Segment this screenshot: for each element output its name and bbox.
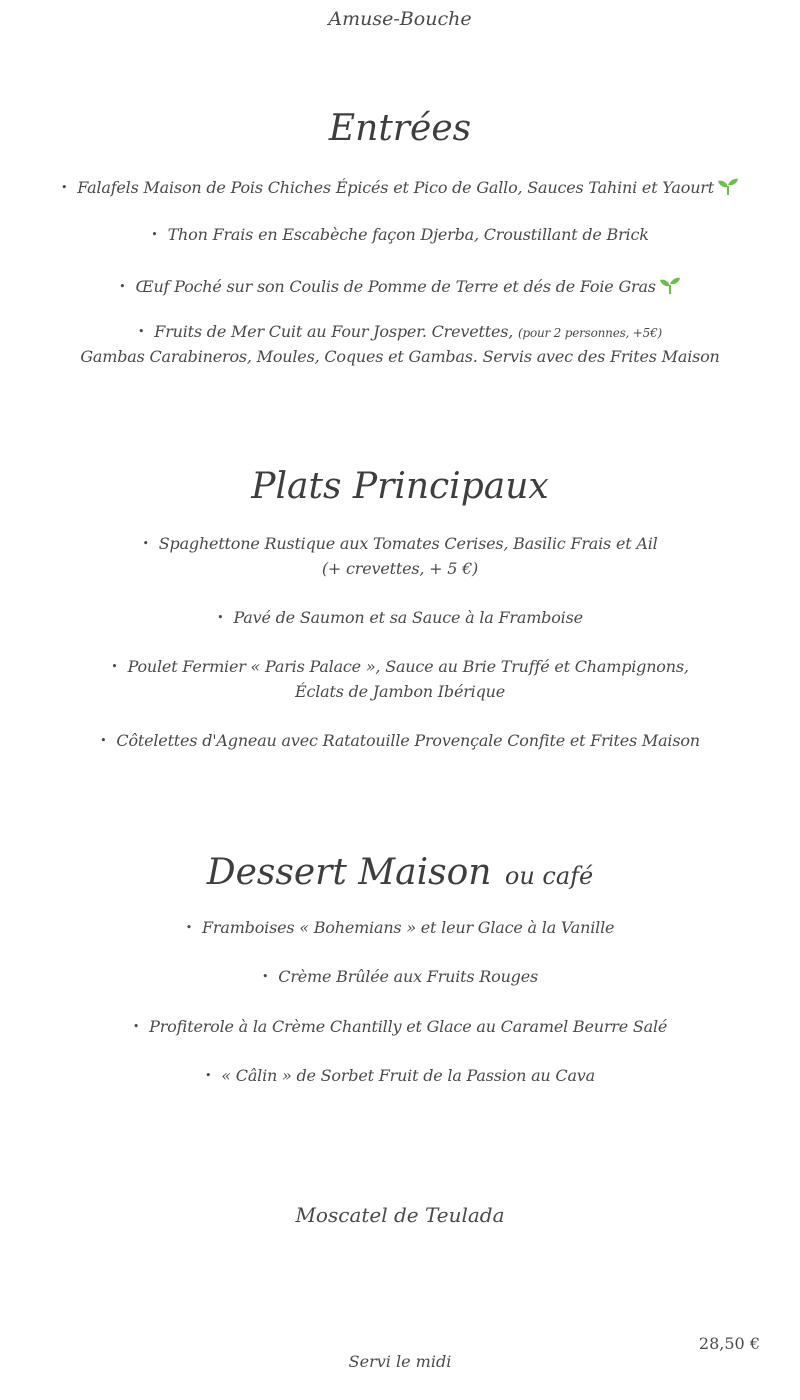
menu-item-note: (pour 2 personnes, +5€) [518,326,662,340]
menu-item-text: Fruits de Mer Cuit au Four Josper. Crevettes, [154,322,514,341]
menu-item-text: Pavé de Saumon et sa Sauce à la Framboise [233,608,583,627]
bullet: • [100,734,107,747]
menu-item [0,176,800,197]
bullet: • [217,611,224,624]
bullet: • [262,970,269,983]
menu-item-continuation: (+ crevettes, + 5 €) [321,559,479,578]
menu-item [0,534,800,553]
bullet: • [111,660,118,673]
bullet: • [205,1069,212,1082]
menu-item [0,322,800,341]
bullet: • [142,537,149,550]
menu-item-continuation: Gambas Carabineros, Moules, Coques et Gambas. Servis avec des Frites Maison [80,347,720,366]
menu-item [0,275,800,296]
menu-item-text: Profiterole à la Crème Chantilly et Glace au Caramel Beurre Salé [149,1017,668,1036]
menu-item [0,1066,800,1085]
menu-item [0,967,800,986]
bullet: • [151,228,158,241]
menu-item-text: Spaghettone Rustique aux Tomates Cerises, Basilic Frais et Ail [158,534,658,553]
menu-item [0,608,800,627]
menu-item-text: Crème Brûlée aux Fruits Rouges [278,967,538,986]
wine-pairing: Moscatel de Teulada [295,1203,505,1227]
dessert-title: Dessert Maison [206,852,492,893]
menu-item [0,225,800,244]
dessert-suffix: ou café [504,862,594,890]
bullet: • [138,325,145,338]
menu-item-text: Poulet Fermier « Paris Palace », Sauce au Brie Truffé et Champignons, [127,657,689,676]
amuse-bouche-heading: Amuse-Bouche [328,8,472,30]
entrees-heading: Entrées [328,108,472,149]
bullet: • [132,1020,140,1033]
menu-item-text: « Câlin » de Sorbet Fruit de la Passion au Cava [221,1066,595,1085]
menu-item-text: Côtelettes d'Agneau avec Ratatouille Provençale Confite et Frites Maison [116,731,700,750]
menu-item-text: Falafels Maison de Pois Chiches Épicés et Pico de Gallo, Sauces Tahini et Yaourt [77,178,714,197]
bullet: • [60,181,68,194]
menu-item [0,657,800,676]
menu-item [0,918,800,937]
bullet: • [119,280,126,293]
dessert-heading [0,852,800,893]
menu-item [0,731,800,750]
sprout-icon [717,176,739,196]
service-note: Servi le midi [348,1352,452,1371]
plats-heading: Plats Principaux [251,466,549,507]
sprout-icon [659,275,681,295]
menu-item-text: Œuf Poché sur son Coulis de Pomme de Terre et dés de Foie Gras [135,277,656,296]
menu-price: 28,50 € [698,1334,760,1353]
menu-item-continuation: Éclats de Jambon Ibérique [294,682,506,701]
menu-item-text: Framboises « Bohemians » et leur Glace à la Vanille [202,918,615,937]
menu-item [0,1017,800,1036]
bullet: • [185,921,193,934]
menu-item-text: Thon Frais en Escabèche façon Djerba, Croustillant de Brick [167,225,649,244]
